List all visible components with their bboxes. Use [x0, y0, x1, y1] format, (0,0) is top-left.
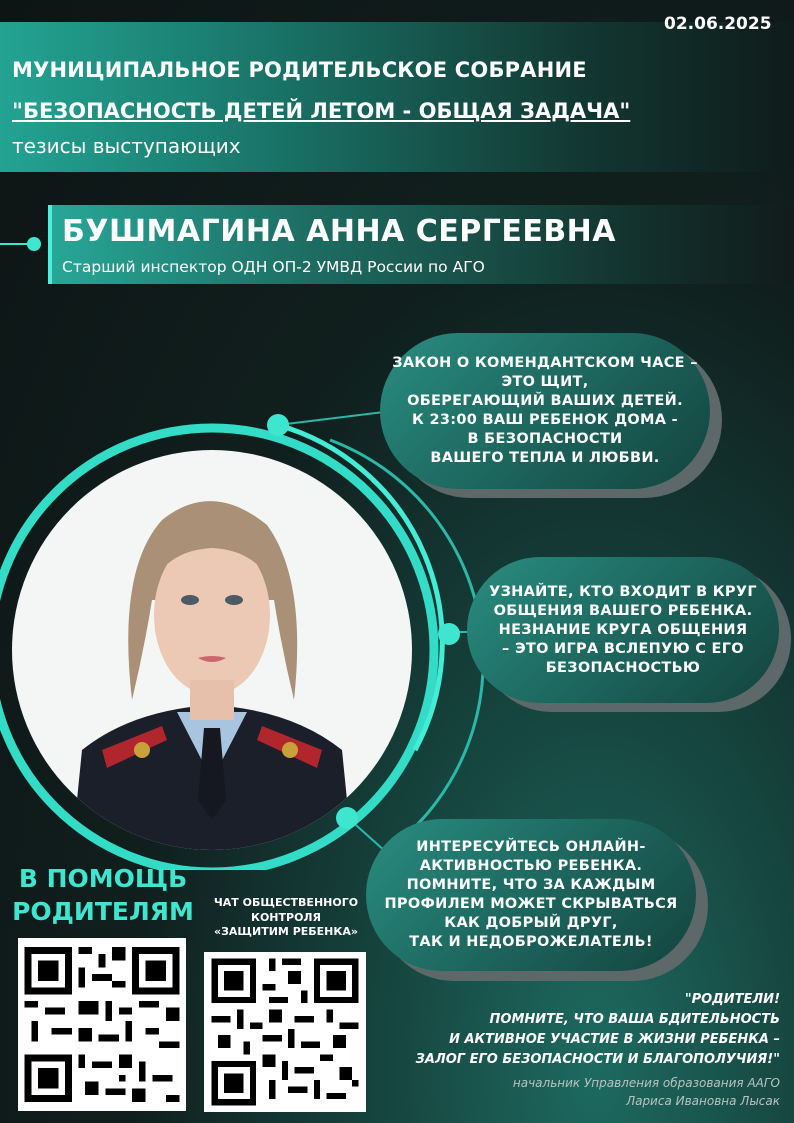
pointer-dot [27, 237, 41, 251]
curfew-note: ЗАКОН О КОМЕНДАНТСКОМ ЧАСЕ – ЭТО ЩИТ, ОБЕРЕГАЮЩИЙ ВАШИХ ДЕТЕЙ. К 23:00 ВАШ РЕБЕНОК ДОМА - В БЕЗОПАСНОСТИ ВАШЕГО ТЕПЛА И ЛЮБВИ. [380, 333, 710, 489]
connector-dot [438, 623, 460, 645]
closing-quote: "РОДИТЕЛИ! ПОМНИТЕ, ЧТО ВАША БДИТЕЛЬНОСТЬ И АКТИВНОЕ УЧАСТИЕ В ЖИЗНИ РЕБЕНКА – ЗАЛОГ ЕГО БЕЗОПАСНОСТИ И БЛАГОПОЛУЧИЯ!" [415, 992, 780, 1067]
connector-dot [336, 807, 358, 829]
qr-code-icon[interactable] [204, 952, 366, 1112]
meeting-title: МУНИЦИПАЛЬНОЕ РОДИТЕЛЬСКОЕ СОБРАНИЕ [12, 58, 587, 82]
chat-title: ЧАТ ОБЩЕСТВЕННОГО КОНТРОЛЯ «ЗАЩИТИМ РЕБЕНКА» [213, 896, 359, 938]
qr-code-icon[interactable] [18, 938, 186, 1111]
online-activity-note: ИНТЕРЕСУЙТЕСЬ ОНЛАЙН- АКТИВНОСТЬЮ РЕБЕНКА. ПОМНИТЕ, ЧТО ЗА КАЖДЫМ ПРОФИЛЕМ МОЖЕТ СКРЫВАТЬСЯ КАК ДОБРЫЙ ДРУГ, ТАК И НЕДОБРОЖЕЛАТЕЛЬ! [366, 819, 696, 971]
quote-author: начальник Управления образования ААГО Лариса Ивановна Лысак [512, 1076, 780, 1108]
help-parents-title: В ПОМОЩЬ РОДИТЕЛЯМ [12, 864, 194, 926]
date: 02.06.2025 [664, 14, 772, 34]
connector-dot [267, 414, 289, 436]
speaker-position: Старший инспектор ОДН ОП-2 УМВД России по АГО [62, 258, 485, 276]
meeting-subtitle: тезисы выступающих [12, 134, 241, 158]
speaker-photo [12, 450, 412, 850]
speaker-banner-accent [48, 205, 52, 284]
meeting-topic: "БЕЗОПАСНОСТЬ ДЕТЕЙ ЛЕТОМ - ОБЩАЯ ЗАДАЧА" [12, 99, 631, 123]
speaker-name: БУШМАГИНА АННА СЕРГЕЕВНА [62, 214, 617, 249]
social-circle-note: УЗНАЙТЕ, КТО ВХОДИТ В КРУГ ОБЩЕНИЯ ВАШЕГО РЕБЕНКА. НЕЗНАНИЕ КРУГА ОБЩЕНИЯ – ЭТО ИГРА ВСЛЕПУЮ С ЕГО БЕЗОПАСНОСТЬЮ [467, 557, 779, 703]
